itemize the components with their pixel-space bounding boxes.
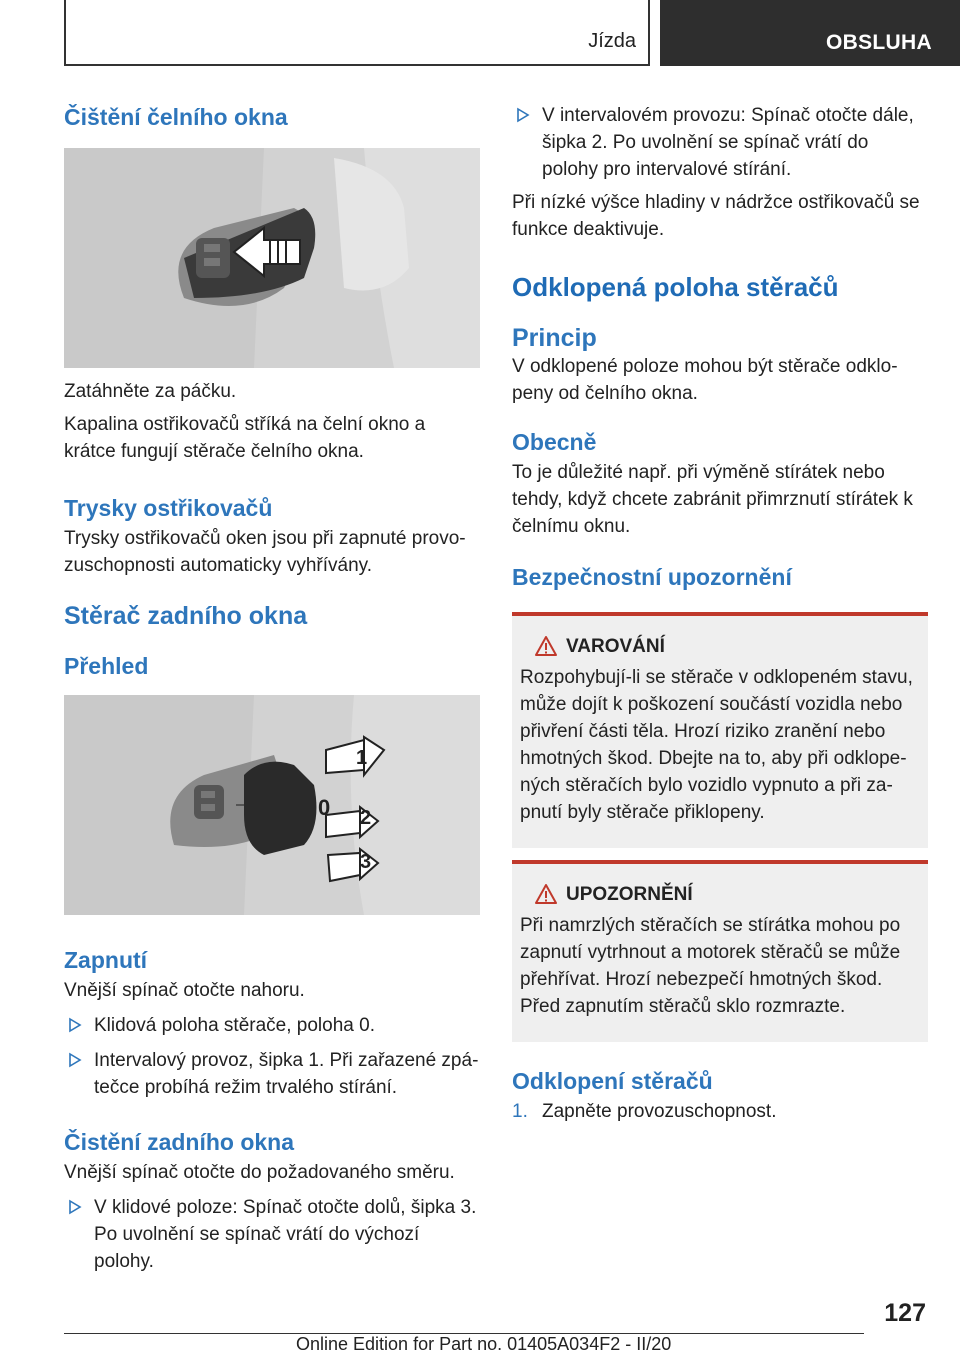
text-cleaning-rear: Vnější spínač otočte do požadovaného směru. bbox=[64, 1162, 455, 1183]
warning-triangle-icon bbox=[534, 635, 558, 657]
warning-title-text: VAROVÁNÍ bbox=[566, 636, 665, 657]
heading-general: Obecně bbox=[512, 429, 597, 455]
text-principle: V odklopené poloze mohou být stěrače odklo-peny od čelního okna. bbox=[512, 356, 898, 404]
figure-rear-wiper-switch bbox=[64, 695, 480, 915]
lever-pull-illustration bbox=[64, 148, 480, 368]
list-item-rest-text: Klidová poloha stěrače, poloha 0. bbox=[94, 1015, 375, 1036]
figure-label-2: 2 bbox=[360, 807, 372, 829]
header-chapter-label: OBSLUHA bbox=[826, 31, 932, 54]
figure-lever-pull bbox=[64, 148, 480, 368]
figure-label-0: 0 bbox=[318, 795, 331, 820]
warning-triangle-icon bbox=[534, 883, 558, 905]
page-number: 127 bbox=[884, 1299, 926, 1327]
notice-text: Při namrzlých stěračích se stírátka mohou po zapnutí vytrhnout a motorek stěračů se může přehřívat. Hrozí nebezpečí hmotných škod. Před zapnutím stěračů sklo rozmrazte. bbox=[520, 915, 901, 1017]
list-item-rest-position-text: V klidové poloze: Spínač otočte dolů, šipka 3. Po uvolnění se spínač vrátí do výchozí polohy. bbox=[94, 1197, 477, 1272]
heading-cleaning-rear: Čistění zadního okna bbox=[64, 1129, 295, 1155]
figure-label-3: 3 bbox=[360, 851, 372, 873]
warning-text: Rozpohybují-li se stěrače v odklopeném stavu, může dojít k poškození součástí vozidla nebo přivření části těla. Hrozí riziko zranění nebo hmotných škod. Dbejte na to, aby při odklope-ných stěračích bylo vozidlo vypnuto a při za-pnutí byly stěrače přiklopeny. bbox=[520, 667, 913, 823]
heading-overview: Přehled bbox=[64, 653, 149, 679]
figure-label-1: 1 bbox=[356, 747, 368, 769]
heading-folding: Odklopení stěračů bbox=[512, 1068, 713, 1094]
list-item-rest-position bbox=[64, 1194, 480, 1275]
footer-edition: Online Edition for Part no. 01405A034F2 - II/20 bbox=[296, 1334, 672, 1354]
step-1-text: Zapněte provozuschopnost. bbox=[542, 1101, 777, 1122]
heading-principle: Princip bbox=[512, 324, 597, 352]
step-1-number: 1. bbox=[512, 1101, 528, 1122]
notice-title-text: UPOZORNĚNÍ bbox=[566, 884, 693, 905]
notice-box bbox=[512, 860, 928, 1042]
heading-folded-position: Odklopená poloha stěračů bbox=[512, 272, 839, 302]
text-general: To je důležité např. při výměně stírátek nebo tehdy, když chcete zabránit přimrznutí stírátek k čelnímu oknu. bbox=[512, 462, 913, 537]
list-item-interval-mode-text: V intervalovém provozu: Spínač otočte dále, šipka 2. Po uvolnění se spínač vrátí do polohy pro intervalové stírání. bbox=[542, 105, 914, 180]
step-1 bbox=[512, 1098, 928, 1125]
heading-rear-wiper: Stěrač zadního okna bbox=[64, 602, 308, 630]
heading-safety: Bezpečnostní upozornění bbox=[512, 564, 792, 590]
warning-title bbox=[520, 634, 920, 660]
header-section-label: Jízda bbox=[588, 30, 636, 52]
text-low-level: Při nízké výšce hladiny v nádržce ostřikovačů se funkce deaktivuje. bbox=[512, 192, 920, 240]
header-chapter-box bbox=[660, 0, 960, 66]
text-pull-lever: Zatáhněte za páčku. bbox=[64, 381, 237, 402]
list-item-interval-mode bbox=[512, 102, 928, 183]
heading-jets: Trysky ostřikovačů bbox=[64, 495, 273, 521]
text-switch-on: Vnější spínač otočte nahoru. bbox=[64, 980, 305, 1001]
triangle-bullet-icon bbox=[68, 1052, 82, 1068]
text-jets: Trysky ostřikovačů oken jsou při zapnuté provo-zuschopnosti automaticky vyhřívány. bbox=[64, 528, 466, 576]
list-item-interval bbox=[64, 1047, 480, 1101]
triangle-bullet-icon bbox=[68, 1199, 82, 1215]
rear-wiper-switch-illustration bbox=[64, 695, 480, 915]
left-column bbox=[64, 100, 480, 1275]
list-item-interval-text: Intervalový provoz, šipka 1. Při zařazené zpá-tečce probíhá režim trvalého stírání. bbox=[94, 1050, 479, 1098]
right-column bbox=[512, 100, 928, 1125]
list-item-rest bbox=[64, 1012, 480, 1039]
heading-cleaning-front: Čištění čelního okna bbox=[64, 104, 288, 130]
warning-box bbox=[512, 612, 928, 848]
triangle-bullet-icon bbox=[68, 1017, 82, 1033]
triangle-bullet-icon bbox=[516, 107, 530, 123]
heading-switch-on: Zapnutí bbox=[64, 947, 148, 973]
text-fluid-spray: Kapalina ostřikovačů stříká na čelní okno a krátce fungují stěrače čelního okna. bbox=[64, 414, 426, 462]
notice-title bbox=[520, 882, 920, 908]
header-section-box bbox=[64, 0, 650, 66]
